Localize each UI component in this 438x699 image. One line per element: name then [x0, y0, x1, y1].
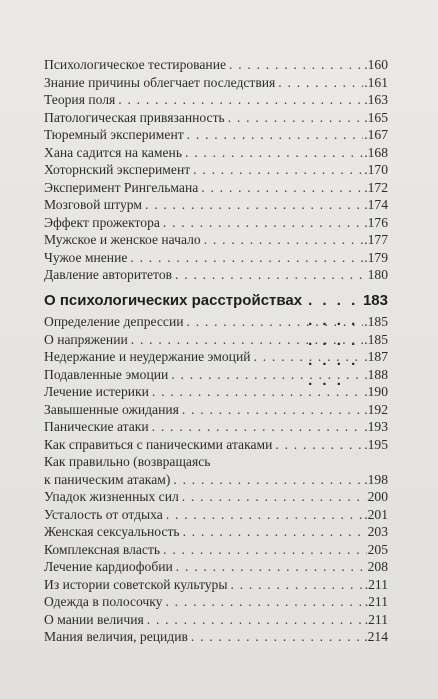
toc-entry-title: Подавленные эмоции: [44, 366, 169, 382]
toc-entry-page: .211: [364, 594, 388, 609]
toc-entry: [44, 331, 388, 349]
toc-entry-title: Патологическая привязанность: [44, 109, 225, 125]
toc-entry-title: Как правильно (возвращаясь: [44, 454, 211, 469]
toc-entry-page: .167: [364, 127, 388, 142]
toc-entry-title: Тюремный эксперимент: [44, 127, 184, 142]
toc-entry-title-continued: к паническим атакам): [44, 471, 171, 487]
leader-dots: [278, 74, 363, 92]
toc-entry: [44, 611, 388, 629]
leader-dots: [185, 144, 363, 162]
toc-entry-title: Недержание и неудержание эмоций: [44, 349, 251, 364]
toc-entry-page: .165: [364, 109, 388, 125]
toc-entry-page: .192: [364, 401, 388, 417]
toc-entry-title: О напряжении: [44, 331, 128, 347]
leader-dots: [275, 436, 363, 454]
toc-entry-page: .187: [364, 349, 388, 364]
leader-dots: [163, 541, 366, 559]
toc-entry-page: .176: [364, 214, 388, 230]
toc-entry: [44, 401, 388, 419]
toc-entry-page: 203: [367, 524, 388, 539]
leader-dots: [182, 401, 363, 419]
toc-entry-second-line: [44, 471, 388, 489]
toc-entry-page: .185: [364, 331, 388, 347]
table-of-contents-part-1: [44, 56, 388, 284]
toc-entry-title: Лечение кардиофобии: [44, 559, 173, 574]
leader-dots: [165, 593, 363, 611]
leader-dots: [163, 214, 363, 232]
leader-dots: [204, 231, 363, 249]
leader-dots: [183, 523, 367, 541]
leader-dots: [191, 628, 363, 646]
toc-entry-page: 205: [367, 541, 388, 557]
table-of-contents-part-2: [44, 291, 388, 646]
toc-entry-page: .163: [364, 92, 388, 107]
toc-entry-page: .214: [364, 629, 388, 644]
toc-entry-title: Упадок жизненных сил: [44, 489, 179, 504]
toc-entry-title: Мужское и женское начало: [44, 232, 201, 247]
section-heading-title: О психологических расстройствах: [44, 292, 303, 309]
leader-dots: [166, 506, 363, 524]
toc-entry: [44, 109, 388, 127]
toc-entry: [44, 576, 388, 594]
leader-dots: [118, 91, 363, 109]
toc-entry: [44, 628, 388, 646]
leader-dots: [182, 488, 367, 506]
toc-entry-title: Теория поля: [44, 92, 116, 107]
toc-entry: [44, 366, 388, 384]
toc-entry-title: Из истории советской культуры: [44, 576, 228, 592]
toc-entry-page: 208: [367, 559, 388, 574]
toc-entry: [44, 313, 388, 331]
toc-entry-page: .190: [364, 384, 388, 399]
toc-entry: [44, 126, 388, 144]
toc-entry: [44, 196, 388, 214]
toc-entry: [44, 436, 388, 454]
toc-entry-page: .193: [364, 419, 388, 434]
toc-entry-page: 180: [367, 267, 388, 282]
toc-entry: [44, 418, 388, 436]
leader-dots: [175, 266, 367, 284]
leader-dots: [173, 471, 363, 489]
toc-entry-title: Давление авторитетов: [44, 267, 173, 282]
toc-entry-title: Панические атаки: [44, 419, 149, 434]
section-heading: [44, 291, 388, 311]
toc-entry-title: Эксперимент Рингельмана: [44, 179, 199, 195]
toc-entry-title: Мания величия, рецидив: [44, 629, 188, 644]
toc-entry-title: Знание причины облегчает последствия: [44, 74, 276, 90]
toc-entry-page: 200: [367, 489, 388, 504]
leader-dots: [201, 179, 363, 197]
toc-entry: [44, 74, 388, 92]
toc-entry: [44, 91, 388, 109]
toc-entry-title: Одежда в полосочку: [44, 594, 163, 609]
leader-dots: [131, 331, 363, 349]
leader-dots: [152, 383, 363, 401]
toc-entry-title: Хана садится на камень: [44, 144, 183, 160]
toc-entry-title: Чужое мнение: [44, 249, 128, 265]
toc-entry: [44, 214, 388, 232]
toc-entry-title: О мании величия: [44, 611, 144, 627]
toc-entry-page: 188: [367, 366, 388, 382]
leader-dots: [171, 366, 366, 384]
toc-entry-page: .170: [364, 162, 388, 177]
leader-dots: [187, 313, 364, 331]
toc-entry-title: Женская сексуальность: [44, 524, 180, 539]
toc-entry: [44, 506, 388, 524]
toc-entry-title: Как справиться с паническими атаками: [44, 436, 273, 452]
toc-entry-page: .211: [364, 576, 388, 592]
toc-entry-title: Хоторнский эксперимент: [44, 162, 191, 177]
toc-entry-page: .172: [364, 179, 388, 195]
toc-entry-page: .160: [364, 57, 388, 72]
toc-entry: [44, 266, 388, 284]
section-heading-page: 183: [362, 292, 388, 309]
leader-dots: [152, 418, 364, 436]
toc-entry: [44, 558, 388, 576]
leader-dots: [176, 558, 367, 576]
toc-entry-title: Эффект прожектора: [44, 214, 160, 230]
leader-dots: [229, 56, 363, 74]
toc-entry-page: .179: [364, 249, 388, 265]
toc-entry: [44, 383, 388, 401]
toc-entry: [44, 231, 388, 249]
toc-entry-page: .168: [364, 144, 388, 160]
toc-entry-title: Лечение истерики: [44, 384, 149, 399]
toc-entry: [44, 541, 388, 559]
toc-entry-page: .198: [364, 471, 388, 487]
leader-dots: [228, 109, 363, 127]
toc-entry: [44, 348, 388, 366]
leader-dots: [147, 611, 364, 629]
toc-entry: [44, 56, 388, 74]
toc-entry-page: .201: [364, 506, 388, 522]
toc-entry-page: .185: [364, 314, 388, 329]
toc-entry: [44, 179, 388, 197]
toc-entry: [44, 488, 388, 506]
toc-entry: [44, 249, 388, 267]
toc-entry-title: Определение депрессии: [44, 314, 184, 329]
leader-dots: [193, 161, 363, 179]
leader-dots: [254, 348, 364, 366]
toc-entry-title: Комплексная власть: [44, 541, 161, 557]
toc-entry-page: .161: [364, 74, 388, 90]
leader-dots: [187, 126, 364, 144]
toc-entry-multiline: [44, 453, 388, 488]
toc-entry: [44, 593, 388, 611]
toc-entry-title: Усталость от отдыха: [44, 506, 163, 522]
toc-entry: [44, 523, 388, 541]
toc-entry-page: .211: [364, 611, 388, 627]
toc-entry: [44, 144, 388, 162]
toc-entry-page: .195: [364, 436, 388, 452]
leader-dots: [145, 196, 363, 214]
leader-dots: [231, 576, 364, 594]
toc-entry-page: .174: [364, 197, 388, 212]
toc-entry-title: Психологическое тестирование: [44, 57, 227, 72]
toc-entry-page: .177: [364, 232, 388, 247]
toc-entry-title: Завышенные ожидания: [44, 401, 179, 417]
leader-dots: [130, 249, 363, 267]
toc-entry-title: Мозговой штурм: [44, 197, 142, 212]
toc-entry: [44, 161, 388, 179]
